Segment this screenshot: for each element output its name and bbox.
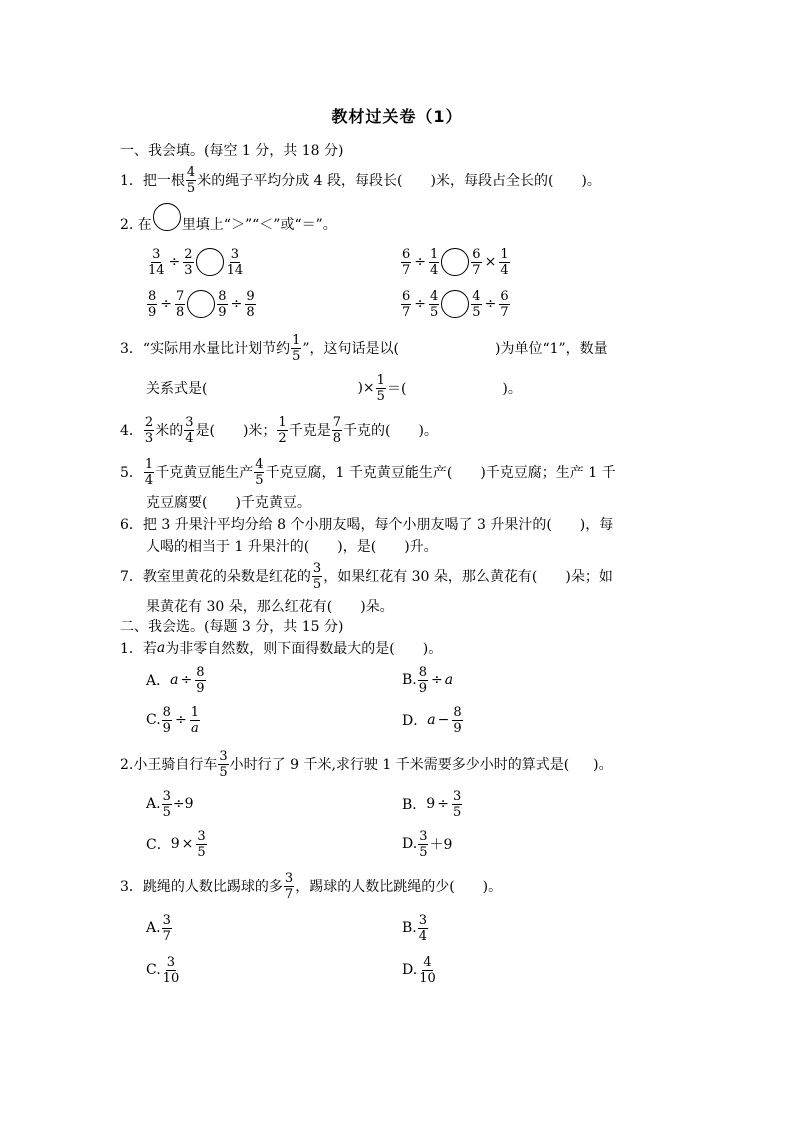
compare-circle-icon [153,203,181,231]
s1-q2: 2. 在 里填上“＞”“＜”或“＝”。 [120,212,337,236]
page-title: 教材过关卷（1） [331,107,463,126]
s2-q1: 1．若 a 为非零自然数，则下面得数最大的是( )。 [120,640,443,657]
s1-q3: 3．“实际用水量比计划节约 $\frac{1}{5}$ ”，这句话是以( )为单位“1”，数量 [120,332,608,364]
s2-q2-option-a[interactable]: A. $\frac{3}{5}$ ÷ 9 [146,788,194,820]
compare-circle[interactable] [441,248,469,276]
s2-q1-option-a[interactable]: A． a ÷ $\frac{8}{9}$ [146,664,205,696]
s2-q1-option-c[interactable]: C. $\frac{8}{9}$ ÷ $\frac{1}{a}$ [146,704,199,736]
s2-q1-option-b[interactable]: B. $\frac{8}{9}$ ÷ a [402,664,454,696]
s1-q5-line2: 克豆腐要( )千克黄豆。 [146,495,311,511]
s1-q6: 6．把 3 升果汁平均分给 8 个小朋友喝，每个小朋友喝了 3 升果汁的( )，每 [120,517,614,533]
s2-q1-option-d[interactable]: D． a − $\frac{8}{9}$ [402,704,462,736]
s2-q3-option-a[interactable]: A. $\frac{3}{7}$ [146,912,171,944]
s1-q4: 4． $\frac{2}{3}$ 米的 $\frac{3}{4}$ 是( )米； $\frac{1}{2}$ 千克是 $\frac{7}{8}$ 千克的( )。 [120,414,438,446]
compare-circle[interactable] [441,290,469,318]
s1-q3-line2: 关系式是( )× $\frac{1}{5}$ ＝( )。 [146,372,522,404]
s2-q3-option-b[interactable]: B. $\frac{3}{4}$ [402,912,428,944]
s2-q2-option-c[interactable]: C． 9 × $\frac{3}{5}$ [146,828,206,860]
section2-heading: 二、我会选。(每题 3 分，共 15 分) [120,619,344,635]
s1-q2-expr1: $\frac{3}{14}$ ÷ $\frac{2}{3}$ $\frac{3}{14}$ [148,246,244,278]
s2-q2-option-b[interactable]: B． 9 ÷ $\frac{3}{5}$ [402,788,462,820]
section1-heading: 一、我会填。(每空 1 分，共 18 分) [120,143,344,159]
s1-q7: 7．教室里黄花的朵数是红花的 $\frac{3}{5}$ ，如果红花有 30 朵，那么黄花有( )朵；如 [120,560,613,592]
fraction: $\frac{4}{5}$ [186,164,196,196]
s2-q2: 2.小王骑自行车 $\frac{3}{5}$ 小时行了 9 千米,求行驶 1 千米需要多少小时的算式是( )。 [120,748,613,780]
s1-q6-line2: 人喝的相当于 1 升果汁的( )，是( )升。 [146,539,438,555]
s2-q3-option-d[interactable]: D. $\frac{4}{10}$ [402,954,436,986]
s2-q3: 3．跳绳的人数比踢球的多 $\frac{3}{7}$ ，踢球的人数比跳绳的少( )。 [120,870,503,902]
s1-q5: 5． $\frac{1}{4}$ 千克黄豆能生产 $\frac{4}{5}$ 千克豆腐，1 千克黄豆能生产( )千克豆腐；生产 1 千 [120,456,616,488]
compare-circle[interactable] [187,290,215,318]
s1-q7-line2: 果黄花有 30 朵，那么红花有( )朵。 [146,599,394,615]
s1-q2-expr3: $\frac{8}{9}$ ÷ $\frac{7}{8}$ $\frac{8}{9}$ ÷ $\frac{9}{8}$ [148,288,255,320]
s1-q1: 1．把一根 $\frac{4}{5}$ 米的绳子平均分成 4 段，每段长( )米，每段占全长的( )。 [120,164,601,196]
s2-q2-option-d[interactable]: D. $\frac{3}{5}$ ＋9 [402,828,453,860]
s1-q2-expr4: $\frac{6}{7}$ ÷ $\frac{4}{5}$ $\frac{4}{5}$ ÷ $\frac{6}{7}$ [402,288,509,320]
s1-q2-expr2: $\frac{6}{7}$ ÷ $\frac{1}{4}$ $\frac{6}{7}$ × $\frac{1}{4}$ [402,246,509,278]
s2-q3-option-c[interactable]: C. $\frac{3}{10}$ [146,954,180,986]
compare-circle[interactable] [196,248,224,276]
